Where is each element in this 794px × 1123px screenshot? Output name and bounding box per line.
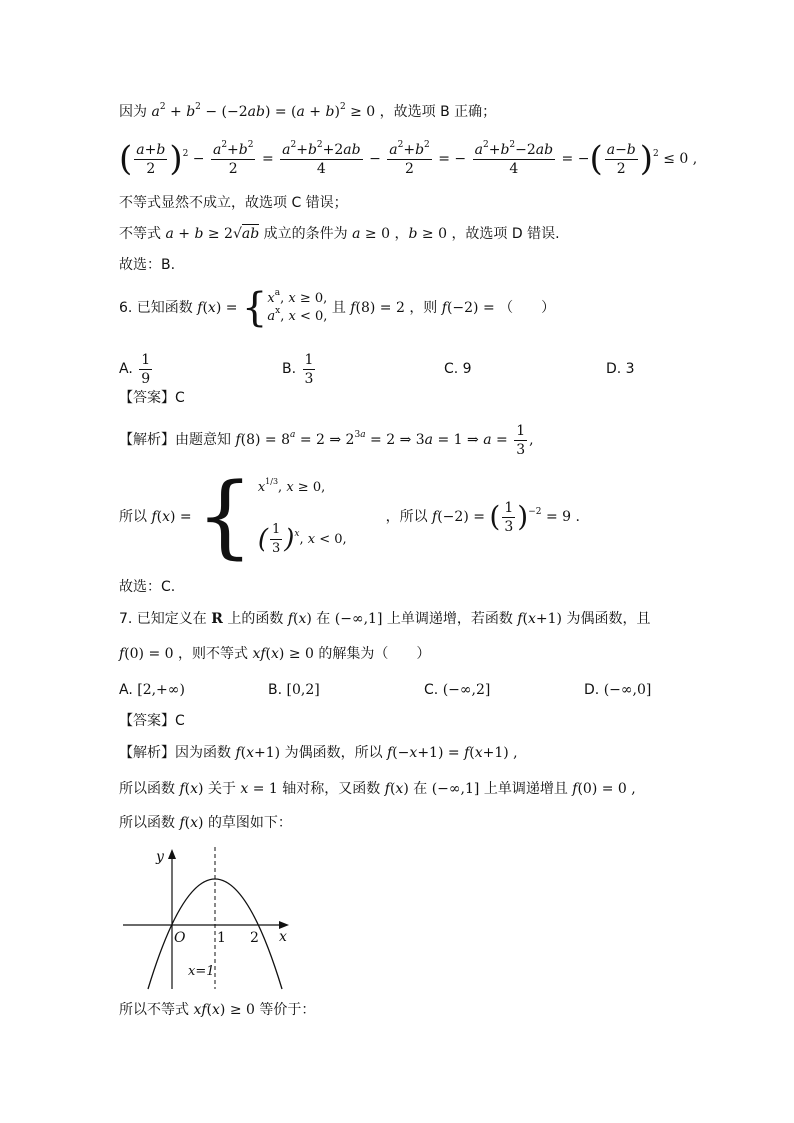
x-label: x xyxy=(279,929,287,945)
y-label: y xyxy=(156,849,164,865)
text-line xyxy=(119,255,175,275)
question-7-line2: f(0) = 0 ，则不等式 xf(x) ≥ 0 的解集为（ ） xyxy=(119,646,431,662)
solution-7-line: 所以函数 f(x) 关于 x = 1 轴对称，又函数 f(x) 在 (−∞,1] 上单调递增且 f(0) = 0 , xyxy=(119,781,636,797)
text: 因为 xyxy=(119,104,147,120)
option-d[interactable]: D. (−∞,0] xyxy=(584,682,652,698)
option-c[interactable]: C. (−∞,2] xyxy=(424,682,491,698)
text: 7. 已知定义在 xyxy=(119,611,207,627)
question-7: 7. 已知定义在 R 上的函数 f(x) 在 (−∞,1] 上单调递增，若函数 f(x+1) 为偶函数，且 xyxy=(119,611,651,627)
text: 【解析】因为函数 xyxy=(119,745,231,761)
text: 所以函数 xyxy=(119,815,175,831)
text: 【答案】C xyxy=(119,390,185,406)
answer-6 xyxy=(119,388,185,408)
option-c[interactable] xyxy=(444,349,472,389)
text: ，则 xyxy=(409,300,438,316)
option-label: B. xyxy=(268,682,283,698)
text-line xyxy=(119,193,348,213)
question-6: 6. 已知函数 f(x) = { $x^a$, x ≥ 0, $a^x$, x < 0, 且 f(8) = 2 ，则 f(−2) = （ ） xyxy=(119,285,556,331)
text: ，故选项 D 错误. xyxy=(451,226,560,242)
text: ，则不等式 xyxy=(178,646,249,662)
y-axis-arrow xyxy=(168,849,176,859)
tick-2-label: 2 xyxy=(250,930,259,946)
option-label: C. 9 xyxy=(444,361,472,377)
text: ，故选项 B 正确； xyxy=(379,104,497,120)
tick-1-label: 1 xyxy=(217,930,226,946)
text: 故选：C. xyxy=(119,579,176,595)
text: ，所以 xyxy=(385,509,428,525)
option-a[interactable]: A. [2,+∞) xyxy=(119,682,185,698)
answer-7 xyxy=(119,711,185,731)
option-label: B. xyxy=(282,361,297,377)
text: 为偶函数，且 xyxy=(566,611,651,627)
text: 【答案】C xyxy=(119,713,185,729)
text: 所以 xyxy=(119,509,147,525)
text: 所以函数 xyxy=(119,781,175,797)
text: 上单调递增且 xyxy=(483,781,568,797)
option-d[interactable] xyxy=(606,349,635,389)
text-line xyxy=(119,577,175,597)
solution-7-line: 【解析】因为函数 f(x+1) 为偶函数，所以 f(−x+1) = f(x+1) , xyxy=(119,745,518,761)
text: 成立的条件为 xyxy=(263,226,348,242)
text-line: 所以不等式 xf(x) ≥ 0 等价于： xyxy=(119,1002,316,1018)
text: 等价于： xyxy=(259,1002,316,1018)
x-axis-arrow xyxy=(279,921,289,929)
text: 所以不等式 xyxy=(119,1002,189,1018)
text: 在 xyxy=(413,781,428,797)
text: 的解集为（ ） xyxy=(318,646,431,662)
solution-7-line: 所以函数 f(x) 的草图如下： xyxy=(119,815,292,831)
option-a[interactable]: A. $\frac{1}{9}$ xyxy=(119,351,151,387)
text: 不等式 xyxy=(119,226,161,242)
option-label: A. xyxy=(119,361,133,377)
option-label: D. 3 xyxy=(606,361,635,377)
option-label: D. xyxy=(584,682,600,698)
option-label: A. xyxy=(119,682,133,698)
text-line: 不等式 a + b ≥ 2√ab 成立的条件为 a ≥ 0 ，b ≥ 0 ，故选项 D 错误. xyxy=(119,226,560,242)
text: 且 xyxy=(331,300,346,316)
function-sketch xyxy=(119,843,309,993)
axis-note: x=1 xyxy=(188,964,215,979)
text: 轴对称，又函数 xyxy=(282,781,381,797)
text: 故选：B. xyxy=(119,257,176,273)
text: 不等式显然不成立，故选项 C 错误； xyxy=(119,195,348,211)
text: 为偶函数，所以 xyxy=(284,745,383,761)
text: 关于 xyxy=(207,781,236,797)
text: （ ） xyxy=(499,300,556,316)
text: 在 xyxy=(316,611,331,627)
solution-6-line: 【解析】由题意知 $f(8) = 8^a = 2$ ⇒ $2^{3a} = 2$ ⇒ 3a = 1 ⇒ a = $\frac{1}{3}$ , xyxy=(119,422,534,458)
solution-6-line: 所以 f(x) = { $x^{1/3}$, x ≥ 0, ( $\frac{1}{3}$ )$^x$, x < 0, ，所以 f(−2) = ( $\frac{1}{3}$ )$^{-2}$ = 9 . xyxy=(119,464,580,569)
formula-line: ( $\frac{a+b}{2}$ )$^2$ − $\frac{a^2+b^2}{2}$ = $\frac{a^2+b^2+2ab}{4}$ − $\frac{a^2+b^2}{2}$ = − $\frac{a^2+b^2-2ab}{4}$ = −( $\frac{a-b}{2}$ )$^2$ ≤ 0 , xyxy=(119,139,698,179)
text: 上单调递增，若函数 xyxy=(386,611,513,627)
text: 6. 已知函数 xyxy=(119,300,193,316)
option-label: C. xyxy=(424,682,439,698)
text-line: 因为 $a^2 + b^2 - (-2ab) = (a + b)^2 \ge 0$ ，故选项 B 正确； xyxy=(119,102,497,120)
option-b[interactable]: B. [0,2] xyxy=(268,682,320,698)
origin-label: O xyxy=(174,930,186,946)
option-b[interactable]: B. $\frac{1}{3}$ xyxy=(282,351,314,387)
text: 【解析】由题意知 xyxy=(119,432,231,448)
text: 上的函数 xyxy=(227,611,284,627)
text: 的草图如下： xyxy=(207,815,292,831)
